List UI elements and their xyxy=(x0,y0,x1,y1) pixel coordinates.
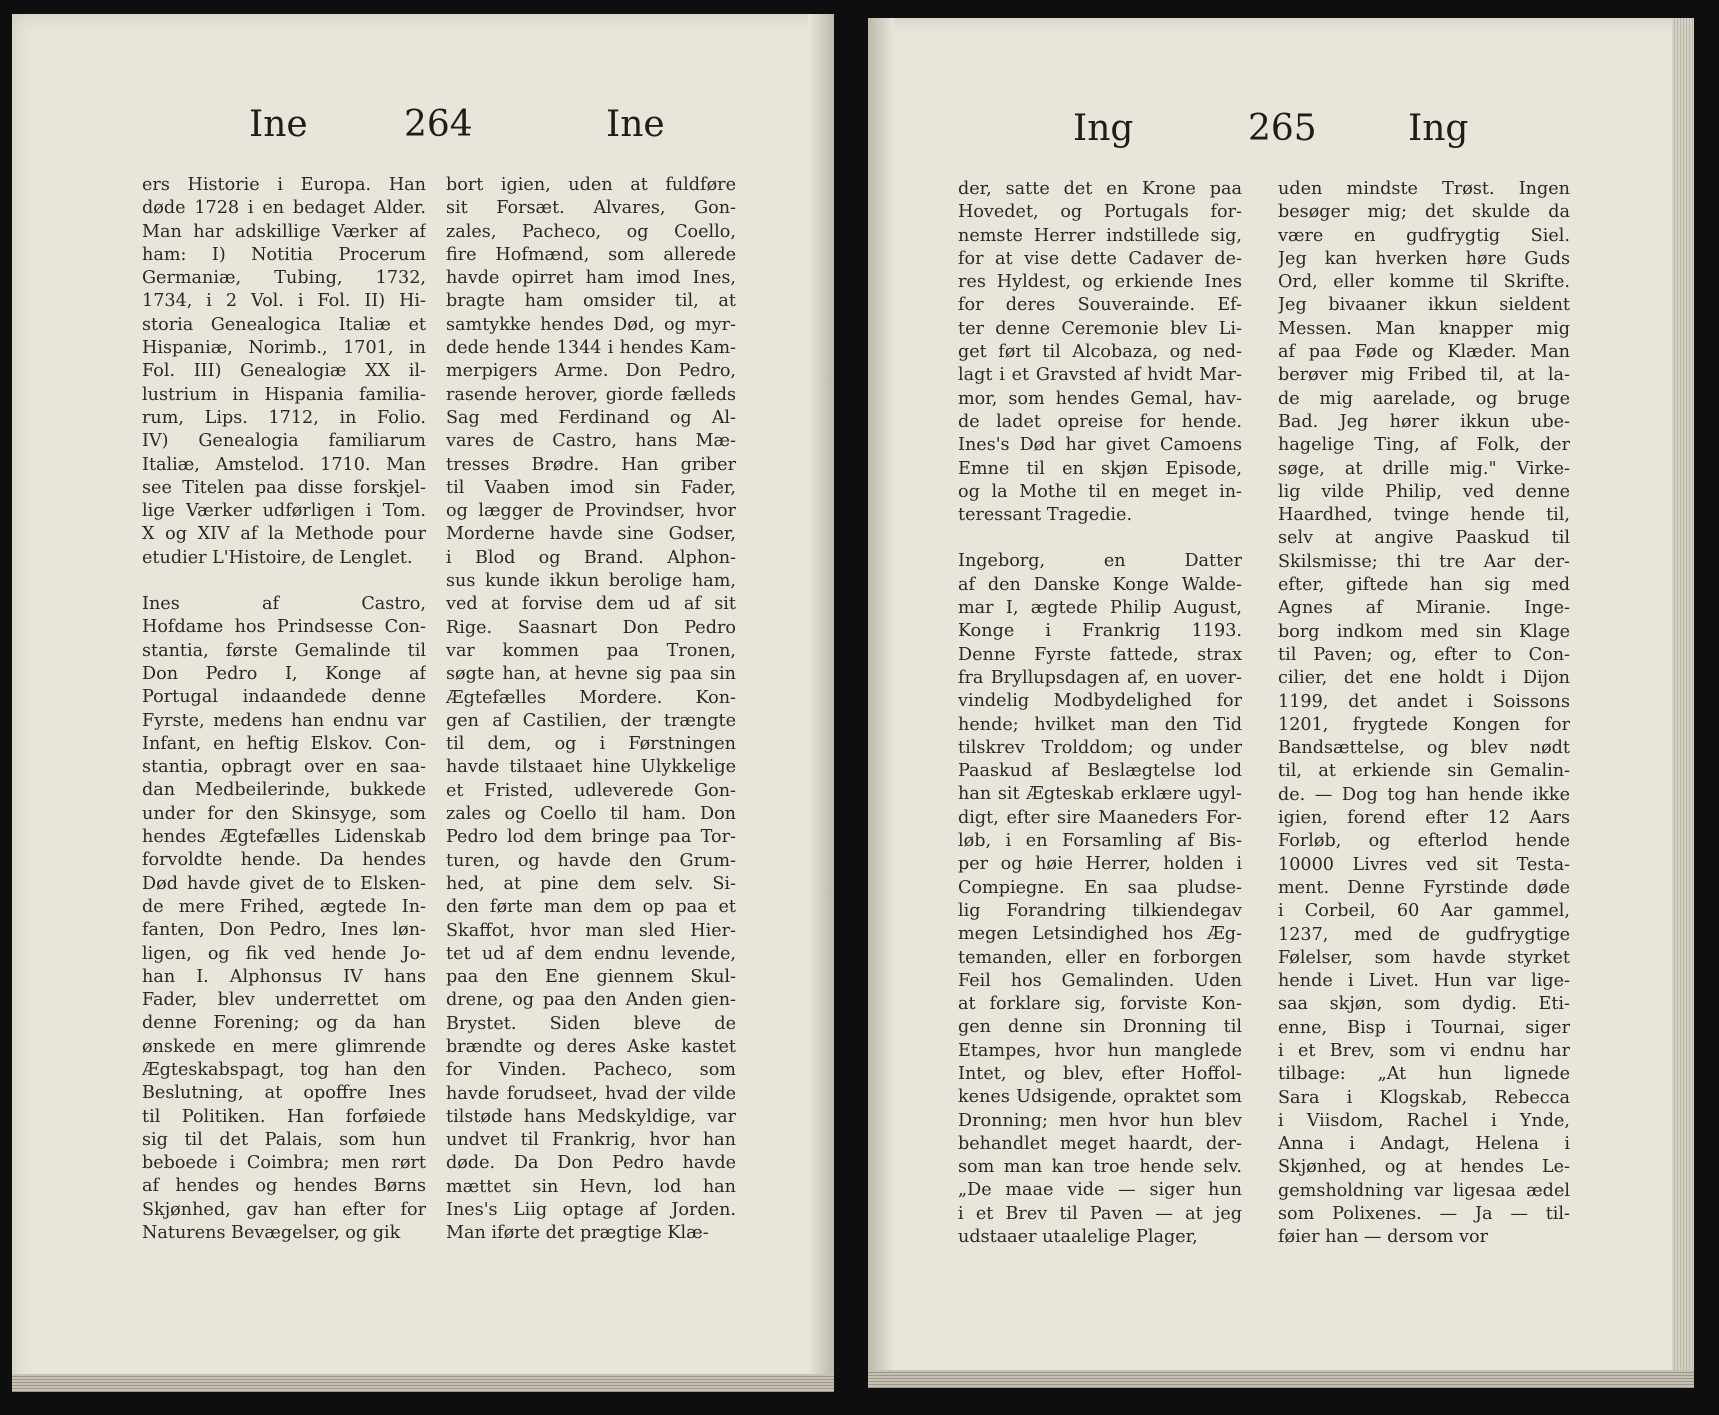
text-line: res Hyldest, og erkiende Ines xyxy=(958,272,1242,293)
text-line: af den Danske Konge Walde- xyxy=(958,574,1242,595)
text-line: „De maae vide — siger hun xyxy=(958,1180,1242,1201)
text-line: de mig aarelade, og bruge xyxy=(1278,388,1570,409)
text-line: føier han — dersom vor xyxy=(1278,1227,1488,1248)
text-line: dan Medbeilerinde, bukkede xyxy=(142,780,426,801)
right-header-word-left: Ing xyxy=(1073,108,1134,149)
text-line: for at vise dette Cadaver de- xyxy=(958,248,1242,269)
text-line: X og XIV af la Methode pour xyxy=(142,524,426,545)
text-line: Brystet. Siden bleve de xyxy=(446,1013,736,1034)
text-line: ved at forvise dem ud af sit xyxy=(446,594,736,615)
right-page xyxy=(868,18,1694,1388)
left-page-bottom-edge xyxy=(12,1374,834,1392)
text-line: 10000 Livres ved sit Testa- xyxy=(1278,854,1570,875)
right-page-column-2 xyxy=(1278,178,1570,1250)
text-line: mor, som hendes Gemal, hav- xyxy=(958,388,1242,409)
text-line: behandlet meget haardt, der- xyxy=(958,1133,1242,1154)
text-line: 1734, i 2 Vol. i Fol. II) Hi- xyxy=(142,291,426,312)
text-line: Etampes, hvor hun manglede xyxy=(958,1040,1242,1061)
text-line: Germaniæ, Tubing, 1732, xyxy=(142,268,426,289)
right-page-column-1 xyxy=(958,178,1242,1249)
text-line: for Vinden. Pacheco, som xyxy=(446,1060,736,1081)
text-line: ter denne Ceremonie blev Li- xyxy=(958,318,1242,339)
text-line: Denne Fyrste fattede, strax xyxy=(958,644,1242,665)
text-line: Skjønhed, og at hendes Le- xyxy=(1278,1157,1570,1178)
text-line: storia Genealogica Italiæ et xyxy=(142,314,426,335)
text-line: lig Forandring tilkiendegav xyxy=(958,900,1242,921)
left-page-column-1 xyxy=(142,174,426,1245)
right-running-head xyxy=(868,108,1694,158)
text-line: tilstøde hans Medskyldige, var xyxy=(446,1106,736,1127)
text-line: og la Mothe til en meget in- xyxy=(958,481,1242,502)
text-line: og lægger de Provindser, hvor xyxy=(446,501,736,522)
text-line: Man iførte det prægtige Klæ- xyxy=(446,1223,709,1244)
text-line: til Politiken. Han forføiede xyxy=(142,1106,426,1127)
text-line: lig vilde Philip, ved denne xyxy=(1278,481,1570,502)
text-line: Ines af Castro, xyxy=(142,594,426,615)
text-line: til dem, og i Førstningen xyxy=(446,734,736,755)
paragraph-gap xyxy=(142,570,426,593)
left-header-word-right: Ine xyxy=(606,104,665,145)
text-line: Compiegne. En saa pludse- xyxy=(958,877,1242,898)
text-line: gen af Castilien, der trængte xyxy=(446,710,736,731)
text-line: turen, og havde den Grum- xyxy=(446,850,736,871)
text-line: efter, giftede han sig med xyxy=(1278,575,1570,596)
text-line: Fol. III) Genealogiæ XX il- xyxy=(142,361,426,382)
text-line: Ingeborg, en Datter xyxy=(958,551,1242,572)
text-line: ers Historie i Europa. Han xyxy=(142,175,426,195)
text-line: igien, forend efter 12 Aars xyxy=(1278,808,1570,829)
text-line: Hispaniæ, Norimb., 1701, in xyxy=(142,338,426,359)
text-line: 1199, det andet i Soissons xyxy=(1278,691,1570,712)
text-line: teressant Tragedie. xyxy=(958,505,1133,526)
text-line: megen Letsindighed hos Æg- xyxy=(958,924,1242,945)
text-line: ham: I) Notitia Procerum xyxy=(142,244,426,265)
text-line: de. — Dog tog han hende ikke xyxy=(1278,784,1570,805)
text-line: selv at angive Paaskud til xyxy=(1278,528,1570,549)
text-line: stantia, første Gemalinde til xyxy=(142,640,426,661)
text-line: rum, Lips. 1712, in Folio. xyxy=(142,407,426,428)
text-line: lige Værker udførligen i Tom. xyxy=(142,501,426,522)
text-line: var kommen paa Tronen, xyxy=(446,640,736,661)
text-line: mar I, ægtede Philip August, xyxy=(958,598,1242,619)
text-line: undvet til Frankrig, hvor han xyxy=(446,1130,736,1151)
left-running-head xyxy=(12,104,834,154)
text-line: Bandsættelse, og blev nødt xyxy=(1278,738,1570,759)
text-line: være en gudfrygtig Siel. xyxy=(1278,225,1570,246)
text-line: dede hende 1344 i hendes Kam- xyxy=(446,338,736,359)
right-header-word-right: Ing xyxy=(1408,108,1469,149)
text-line: Ægtefælles Mordere. Kon- xyxy=(446,687,736,708)
text-line: merpigers Arme. Don Pedro, xyxy=(446,361,736,382)
text-line: Portugal indaandede denne xyxy=(142,687,426,708)
text-line: Jeg kan hverken høre Guds xyxy=(1278,248,1570,269)
text-line: Intet, og blev, efter Hoffol- xyxy=(958,1063,1242,1084)
left-page-column-2 xyxy=(446,174,736,1246)
text-line: døde 1728 i en bedaget Alder. xyxy=(142,198,426,219)
text-line: tilskrev Trolddom; og under xyxy=(958,737,1242,758)
text-line: bragte ham omsider til, at xyxy=(446,291,736,312)
text-line: Naturens Bevægelser, og gik xyxy=(142,1223,401,1244)
text-line: Bad. Jeg hører ikkun ube- xyxy=(1278,411,1570,432)
text-line: i Blod og Brand. Alphon- xyxy=(446,547,736,568)
text-line: IV) Genealogia familiarum xyxy=(142,431,426,452)
text-line: digt, efter sire Maaneders For- xyxy=(958,807,1242,828)
text-line: Skjønhed, gav han efter for xyxy=(142,1199,426,1220)
text-line: temanden, eller en forborgen xyxy=(958,947,1242,968)
text-line: rasende herover, giorde fælleds xyxy=(446,384,736,405)
text-line: i et Brev, som vi endnu har xyxy=(1278,1040,1570,1061)
text-line: hende i Livet. Hun var lige- xyxy=(1278,971,1570,992)
text-line: i Viisdom, Rachel i Ynde, xyxy=(1278,1110,1570,1131)
left-header-word-left: Ine xyxy=(249,104,308,145)
text-line: han sit Ægteskab erklære ugyl- xyxy=(958,784,1242,805)
text-line: de ladet opreise for hende. xyxy=(958,411,1242,432)
text-line: Følelser, som havde styrket xyxy=(1278,947,1570,968)
text-line: uden mindste Trøst. Ingen xyxy=(1278,179,1570,199)
text-line: samtykke hendes Død, og myr- xyxy=(446,314,736,335)
text-line: Beslutning, at opoffre Ines xyxy=(142,1083,426,1104)
text-line: Skilsmisse; thi tre Aar der- xyxy=(1278,551,1570,572)
text-line: ligen, og fik ved hende Jo- xyxy=(142,943,426,964)
text-line: hende; hvilket man den Tid xyxy=(958,714,1242,735)
text-line: et Fristed, udleverede Gon- xyxy=(446,780,736,801)
text-line: kenes Udsigende, opraktet som xyxy=(958,1087,1242,1108)
right-page-bottom-edge xyxy=(868,1370,1694,1388)
left-page-number: 264 xyxy=(404,104,473,145)
text-line: Dronning; men hvor hun blev xyxy=(958,1110,1242,1131)
text-line: han I. Alphonsus IV hans xyxy=(142,966,426,987)
paragraph-gap xyxy=(958,527,1242,550)
text-line: vindelig Modbydelighed for xyxy=(958,691,1242,712)
text-line: at forklare sig, forviste Kon- xyxy=(958,994,1242,1015)
text-line: ønskede en mere glimrende xyxy=(142,1036,426,1057)
text-line: af hendes og hendes Børns xyxy=(142,1176,426,1197)
text-line: Morderne havde sine Godser, xyxy=(446,524,736,545)
text-line: Ægteskabspagt, tog han den xyxy=(142,1059,426,1080)
text-line: hendes Ægtefælles Lidenskab xyxy=(142,827,426,848)
text-line: Ines's Død har givet Camoens xyxy=(958,435,1242,456)
text-line: lagt i et Gravsted af hvidt Mar- xyxy=(958,365,1242,386)
text-line: enne, Bisp i Tournai, siger xyxy=(1278,1017,1570,1038)
text-line: Sara i Klogskab, Rebecca xyxy=(1278,1087,1570,1108)
text-line: søge, at drille mig." Virke- xyxy=(1278,458,1570,479)
text-line: Rige. Saasnart Don Pedro xyxy=(446,617,736,638)
text-line: mættet sin Hevn, lod han xyxy=(446,1176,736,1197)
text-line: etudier L'Histoire, de Lenglet. xyxy=(142,547,413,568)
text-line: Skaffot, hvor man sled Hier- xyxy=(446,920,736,941)
text-line: for deres Souverainde. Ef- xyxy=(958,295,1242,316)
text-line: 1237, med de gudfrygtige xyxy=(1278,924,1570,945)
text-line: under for den Skinsyge, som xyxy=(142,803,426,824)
text-line: nemste Herrer indstillede sig, xyxy=(958,225,1242,246)
text-line: hed, at pine dem selv. Si- xyxy=(446,873,736,894)
text-line: stantia, opbragt over en saa- xyxy=(142,757,426,778)
text-line: Messen. Man knapper mig xyxy=(1278,318,1570,339)
text-line: tilbage: „At hun lignede xyxy=(1278,1064,1570,1085)
text-line: Don Pedro I, Konge af xyxy=(142,663,426,684)
left-page xyxy=(12,14,834,1392)
text-line: Fyrste, medens han endnu var xyxy=(142,710,426,731)
text-line: til Vaaben imod sin Fader, xyxy=(446,477,736,498)
text-line: Sag med Ferdinand og Al- xyxy=(446,407,736,428)
text-line: brændte og deres Aske kastet xyxy=(446,1036,736,1057)
text-line: Infant, en heftig Elskov. Con- xyxy=(142,733,426,754)
text-line: see Titelen paa disse forskjel- xyxy=(142,477,426,498)
text-line: gemsholdning var ligesaa ædel xyxy=(1278,1180,1570,1201)
text-line: per og høie Herrer, holden i xyxy=(958,854,1242,875)
text-line: søgte han, at hevne sig paa sin xyxy=(446,664,736,685)
text-line: Paaskud af Beslægtelse lod xyxy=(958,761,1242,782)
text-line: 1201, frygtede Kongen for xyxy=(1278,714,1570,735)
text-line: i et Brev til Paven — at jeg xyxy=(958,1203,1242,1224)
text-line: den førte man dem op paa et xyxy=(446,897,736,918)
text-line: Italiæ, Amstelod. 1710. Man xyxy=(142,454,426,475)
text-line: døde. Da Don Pedro havde xyxy=(446,1153,736,1174)
text-line: fra Bryllupsdagen af, en uover- xyxy=(958,667,1242,688)
right-page-gutter xyxy=(868,18,894,1388)
text-line: Hofdame hos Prindsesse Con- xyxy=(142,617,426,638)
text-line: Anna i Andagt, Helena i xyxy=(1278,1134,1570,1155)
text-line: Død havde givet de to Elsken- xyxy=(142,873,426,894)
text-line: Pedro lod dem bringe paa Tor- xyxy=(446,827,736,848)
text-line: udstaaer utaalelige Plager, xyxy=(958,1227,1198,1248)
text-line: bort igien, uden at fuldføre xyxy=(446,175,736,195)
text-line: tet ud af dem endnu levende, xyxy=(446,943,736,964)
text-line: havde opirret ham imod Ines, xyxy=(446,268,736,289)
text-line: sus kunde ikkun berolige ham, xyxy=(446,571,736,592)
right-page-fore-edge xyxy=(1672,18,1694,1388)
text-line: fire Hofmænd, som allerede xyxy=(446,244,736,265)
text-line: get ført til Alcobaza, og ned- xyxy=(958,342,1242,363)
text-line: zales og Coello til ham. Don xyxy=(446,804,736,825)
text-line: besøger mig; det skulde da xyxy=(1278,202,1570,223)
text-line: borg indkom med sin Klage xyxy=(1278,621,1570,642)
text-line: ment. Denne Fyrstinde døde xyxy=(1278,877,1570,898)
text-line: Hovedet, og Portugals for- xyxy=(958,202,1242,223)
text-line: havde forudseet, hvad der vilde xyxy=(446,1083,736,1104)
text-line: vares de Castro, hans Mæ- xyxy=(446,431,736,452)
text-line: Haardhed, tvinge hende til, xyxy=(1278,505,1570,526)
text-line: Jeg bivaaner ikkun sieldent xyxy=(1278,295,1570,316)
text-line: tresses Brødre. Han griber xyxy=(446,454,736,475)
text-line: Forløb, og efterlod hende xyxy=(1278,831,1570,852)
text-line: Fader, blev underrettet om xyxy=(142,990,426,1011)
text-line: Agnes af Miranie. Inge- xyxy=(1278,598,1570,619)
text-line: denne Forening; og da han xyxy=(142,1013,426,1034)
text-line: saa skjøn, som dydig. Eti- xyxy=(1278,994,1570,1015)
text-line: i Corbeil, 60 Aar gammel, xyxy=(1278,901,1570,922)
text-line: Ines's Liig optage af Jorden. xyxy=(446,1200,736,1221)
text-line: Ord, eller komme til Skrifte. xyxy=(1278,272,1570,293)
text-line: hagelige Ting, af Folk, der xyxy=(1278,435,1570,456)
text-line: de mere Frihed, ægtede In- xyxy=(142,896,426,917)
text-line: til Paven; og, efter to Con- xyxy=(1278,644,1570,665)
text-line: paa den Ene giennem Skul- xyxy=(446,967,736,988)
text-line: fanten, Don Pedro, Ines løn- xyxy=(142,920,426,941)
text-line: sit Forsæt. Alvares, Gon- xyxy=(446,198,736,219)
text-line: som Polixenes. — Ja — til- xyxy=(1278,1204,1570,1225)
text-line: Man har adskillige Værker af xyxy=(142,221,426,242)
left-page-gutter xyxy=(808,14,834,1392)
text-line: Emne til en skjøn Episode, xyxy=(958,458,1242,479)
text-line: Feil hos Gemalinden. Uden xyxy=(958,970,1242,991)
text-line: Konge i Frankrig 1193. xyxy=(958,621,1242,642)
text-line: af paa Føde og Klæder. Man xyxy=(1278,342,1570,363)
right-page-number: 265 xyxy=(1248,108,1317,149)
text-line: lustrium in Hispania familia- xyxy=(142,384,426,405)
text-line: til, at erkiende sin Gemalin- xyxy=(1278,761,1570,782)
text-line: løb, i en Forsamling af Bis- xyxy=(958,831,1242,852)
text-line: havde tilstaaet hine Ulykkelige xyxy=(446,757,736,778)
text-line: gen denne sin Dronning til xyxy=(958,1017,1242,1038)
text-line: beboede i Coimbra; men rørt xyxy=(142,1153,426,1174)
text-line: forvoldte hende. Da hendes xyxy=(142,850,426,871)
text-line: der, satte det en Krone paa xyxy=(958,179,1242,199)
text-line: sig til det Palais, som hun xyxy=(142,1129,426,1150)
text-line: berøver mig Fribed til, at la- xyxy=(1278,365,1570,386)
text-line: cilier, det ene holdt i Dijon xyxy=(1278,668,1570,689)
text-line: drene, og paa den Anden gien- xyxy=(446,990,736,1011)
text-line: zales, Pacheco, og Coello, xyxy=(446,221,736,242)
text-line: som man kan troe hende selv. xyxy=(958,1157,1242,1178)
